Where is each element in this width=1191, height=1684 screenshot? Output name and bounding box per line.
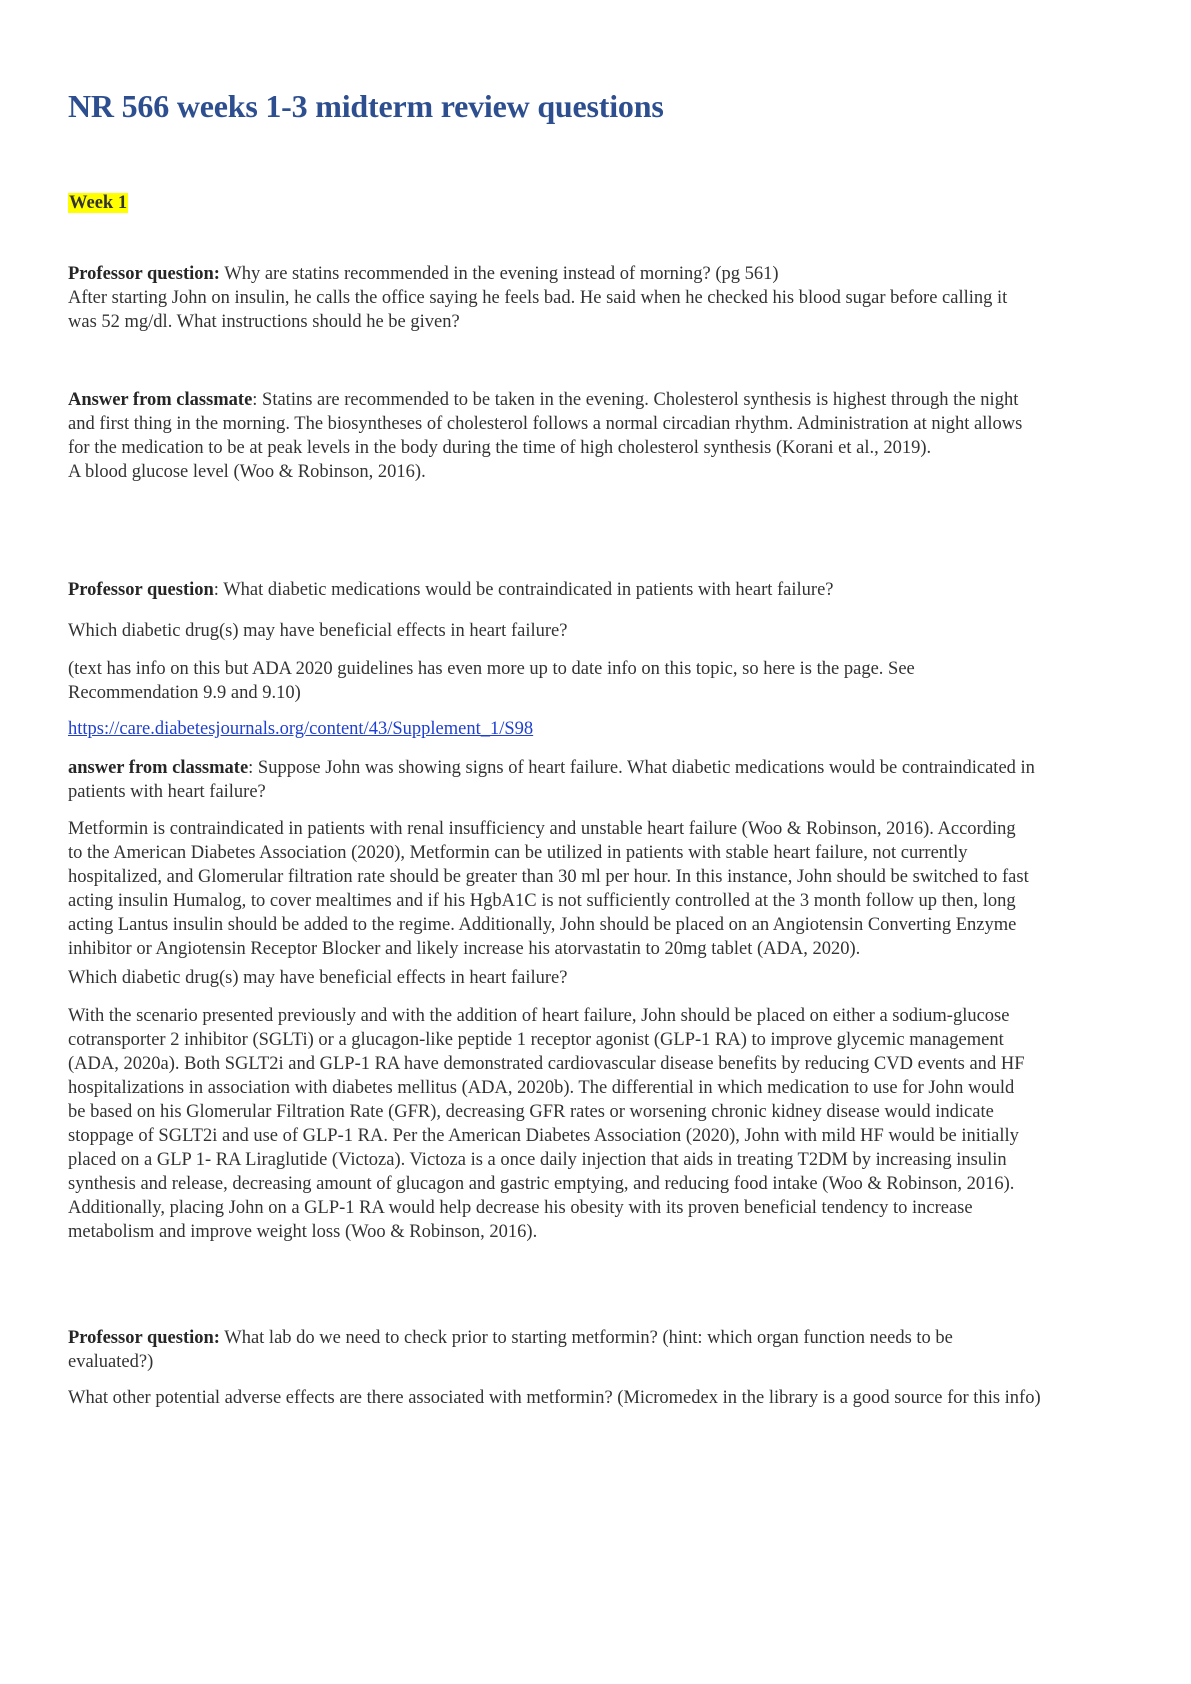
text-line: Recommendation 9.9 and 9.10): [68, 683, 301, 703]
text-line: be based on his Glomerular Filtration Rate (GFR), decreasing GFR rates or worsening chronic kidney disease would indicate: [68, 1102, 994, 1122]
question-3-professor: [68, 1326, 1128, 1374]
text-line: hospitalized, and Glomerular filtration rate should be greater than 30 ml per hour. In this instance, John should be switched to fast: [68, 867, 1029, 887]
answer-label: answer from classmate: [68, 758, 249, 778]
question-2-professor: [68, 578, 1128, 602]
text-line: Additionally, placing John on a GLP-1 RA would help decrease his obesity with its proven beneficial tendency to increase: [68, 1198, 973, 1218]
text-line: evaluated?): [68, 1352, 154, 1372]
text-line: synthesis and release, decreasing amount of glucagon and gastric emptying, and reducing food intake (Woo & Robinson, 2016).: [68, 1174, 1015, 1194]
question-1-professor: [68, 262, 1128, 334]
text-line: placed on a GLP 1- RA Liraglutide (Victoza). Victoza is a once daily injection that aids in treating T2DM by increasing insulin: [68, 1150, 1007, 1170]
text-line: metabolism and improve weight loss (Woo & Robinson, 2016).: [68, 1222, 538, 1242]
question-2-prompt: [68, 619, 1128, 643]
text-line: to the American Diabetes Association (2020), Metformin can be utilized in patients with stable heart failure, not currently: [68, 843, 968, 863]
answer-paragraph-sglt2i: [68, 1004, 1128, 1244]
text-line: Professor question: Why are statins recommended in the evening instead of morning? (pg 561): [68, 264, 779, 284]
question-3-prompt: [68, 1386, 1128, 1410]
text-line: Answer from classmate: Statins are recommended to be taken in the evening. Cholesterol synthesis is highest through the night: [68, 390, 1019, 410]
text-line: and first thing in the morning. The biosyntheses of cholesterol follows a normal circadian rhythm. Administration at night allows: [68, 414, 1023, 434]
text-line: Which diabetic drug(s) may have beneficial effects in heart failure?: [68, 968, 568, 988]
text-line: acting insulin Humalog, to cover mealtimes and if his HgbA1C is not sufficiently controlled at the 3 month follow up then, long: [68, 891, 1016, 911]
question-1-answer: [68, 388, 1128, 484]
answer-label: Answer from classmate: [68, 390, 253, 410]
text-line: stoppage of SGLT2i and use of GLP-1 RA. Per the American Diabetes Association (2020), John with mild HF would be initially: [68, 1126, 1019, 1146]
professor-label: Professor question: [68, 580, 214, 600]
question-2-answer: [68, 756, 1128, 804]
text-line: Professor question: What diabetic medications would be contraindicated in patients with heart failure?: [68, 580, 834, 600]
text-line: (ADA, 2020a). Both SGLT2i and GLP-1 RA have demonstrated cardiovascular disease benefits by reducing CVD events and HF: [68, 1054, 1025, 1074]
professor-label: Professor question:: [68, 264, 220, 284]
text-line: Which diabetic drug(s) may have beneficial effects in heart failure?: [68, 621, 568, 641]
week-highlight: Week 1: [69, 193, 128, 213]
answer-paragraph-metformin: [68, 817, 1128, 961]
text-line: Professor question: What lab do we need to check prior to starting metformin? (hint: which organ function needs to be: [68, 1328, 953, 1348]
text-line: hospitalizations in association with diabetes mellitus (ADA, 2020b). The differential in which medication to use for John would: [68, 1078, 1015, 1098]
text-line: What other potential adverse effects are there associated with metformin? (Micromedex in the library is a good source for this info): [68, 1388, 1041, 1408]
text-line: answer from classmate: Suppose John was showing signs of heart failure. What diabetic medications would be contraindicated in: [68, 758, 1035, 778]
text-line: inhibitor or Angiotensin Receptor Blocker and likely increase his atorvastatin to 20mg tablet (ADA, 2020).: [68, 939, 861, 959]
text-line: With the scenario presented previously and with the addition of heart failure, John should be placed on either a sodium-glucose: [68, 1006, 1010, 1026]
document-title: NR 566 weeks 1-3 midterm review questions: [68, 88, 664, 124]
text-line: patients with heart failure?: [68, 782, 266, 802]
text-line: A blood glucose level (Woo & Robinson, 2016).: [68, 462, 426, 482]
professor-label: Professor question:: [68, 1328, 220, 1348]
text-line: (text has info on this but ADA 2020 guidelines has even more up to date info on this topic, so here is the page. See: [68, 659, 915, 679]
answer-subquestion: [68, 966, 1128, 990]
reference-link-row: [68, 717, 1128, 741]
question-2-note: [68, 657, 1128, 705]
text-line: was 52 mg/dl. What instructions should he be given?: [68, 312, 460, 332]
text-line: for the medication to be at peak levels in the body during the time of high cholesterol synthesis (Korani et al., 2019).: [68, 438, 932, 458]
text-line: Metformin is contraindicated in patients with renal insufficiency and unstable heart failure (Woo & Robinson, 2016). According: [68, 819, 1016, 839]
ada-guidelines-link[interactable]: https://care.diabetesjournals.org/content/43/Supplement_1/S98: [68, 719, 534, 739]
text-line: cotransporter 2 inhibitor (SGLTi) or a glucagon-like peptide 1 receptor agonist (GLP-1 RA) to improve glycemic management: [68, 1030, 1004, 1050]
text-line: After starting John on insulin, he calls the office saying he feels bad. He said when he checked his blood sugar before calling it: [68, 288, 1008, 308]
week-heading: [68, 193, 128, 214]
text-line: acting Lantus insulin should be added to the regime. Additionally, John should be placed on an Angiotensin Converting Enzyme: [68, 915, 1017, 935]
